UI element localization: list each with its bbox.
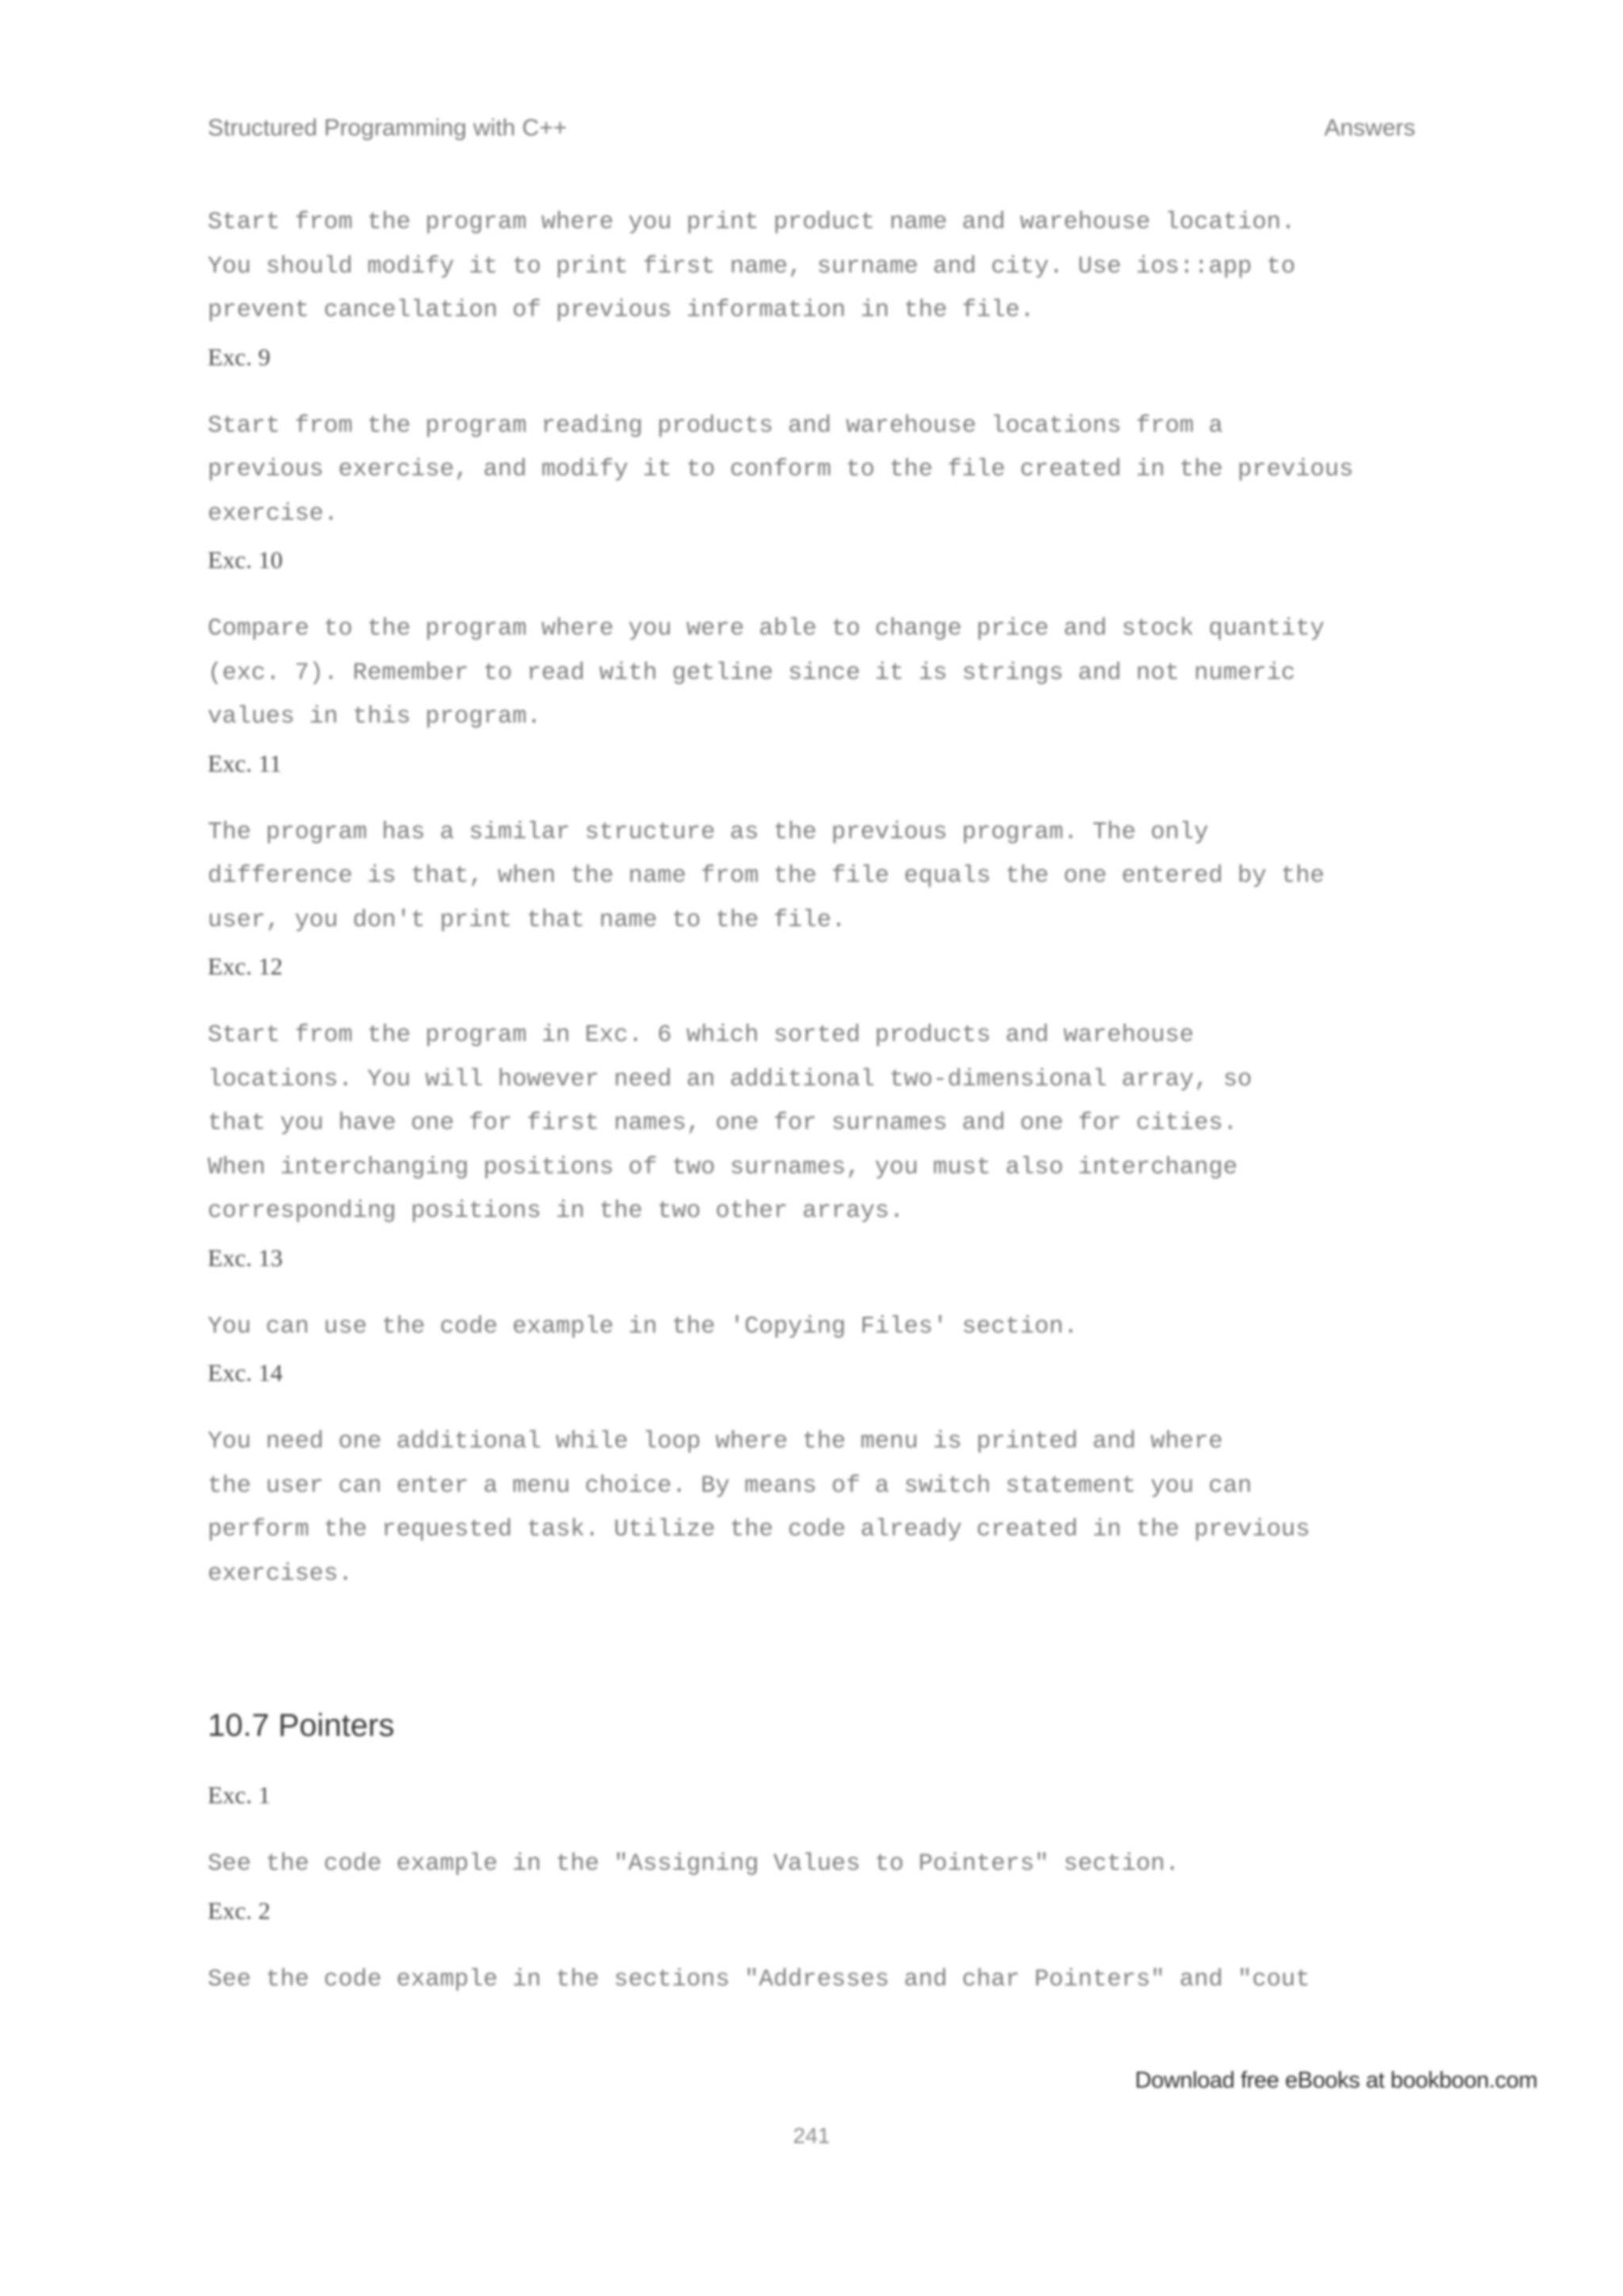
text-line: See the code example in the sections "Addresses and char Pointers" and "cout xyxy=(208,1966,1311,1993)
exercise-label: Exc. 13 xyxy=(208,1243,283,1272)
exercise-label: Exc. 12 xyxy=(208,952,283,980)
text-line: exercises. xyxy=(208,1560,353,1588)
text-line: You need one additional while loop where the menu is printed and where xyxy=(208,1428,1224,1455)
text-line: Start from the program in Exc. 6 which sorted products and warehouse xyxy=(208,1022,1194,1049)
text-line: You should modify it to print first name, surname and city. Use ios::app to xyxy=(208,253,1296,280)
exercise-label: Exc. 1 xyxy=(208,1781,271,1809)
exercise-label: Exc. 10 xyxy=(208,546,283,574)
answer-text xyxy=(208,1843,1539,1887)
text-line: corresponding positions in the two other arrays. xyxy=(208,1198,904,1225)
exercise-label: Exc. 2 xyxy=(208,1896,271,1924)
book-title: Structured Programming with C++ xyxy=(208,115,567,141)
exercise-label: Exc. 9 xyxy=(208,342,271,371)
text-line: You can use the code example in the 'Copying Files' section. xyxy=(208,1313,1079,1341)
text-line: (exc. 7). Remember to read with getline since it is strings and not numeric xyxy=(208,659,1296,687)
text-line: the user can enter a menu choice. By means of a switch statement you can xyxy=(208,1472,1252,1500)
download-ebooks-link[interactable]: Download free eBooks at bookboon.com xyxy=(1135,2068,1537,2093)
page-number: 241 xyxy=(792,2123,831,2148)
exercise-label: Exc. 14 xyxy=(208,1359,283,1386)
answer-text xyxy=(208,405,1539,537)
exercise-label: Exc. 11 xyxy=(208,749,282,777)
text-line: user, you don't print that name to the file. xyxy=(208,906,846,934)
answer-text xyxy=(208,1014,1539,1234)
answer-text xyxy=(208,608,1539,740)
text-line: difference is that, when the name from the file equals the one entered by the xyxy=(208,863,1325,890)
answer-text xyxy=(208,1421,1539,1596)
section-body xyxy=(208,1779,1539,2002)
chapter-title: Answers xyxy=(1323,115,1415,141)
text-line: When interchanging positions of two surnames, you must also interchange xyxy=(208,1154,1238,1181)
text-line: Start from the program where you print product name and warehouse location. xyxy=(208,209,1296,236)
text-line: previous exercise, and modify it to conform to the file created in the previous xyxy=(208,456,1354,483)
text-line: values in this program. xyxy=(208,704,541,730)
text-line: that you have one for first names, one for surnames and one for cities. xyxy=(208,1110,1238,1137)
answers-body xyxy=(208,201,1539,1596)
text-line: perform the requested task. Utilize the code already created in the previous xyxy=(208,1516,1311,1543)
text-line: The program has a similar structure as the previous program. The only xyxy=(208,818,1209,846)
text-line: See the code example in the "Assigning Values to Pointers" section. xyxy=(208,1851,1180,1878)
running-header xyxy=(208,111,1415,146)
answer-text xyxy=(208,1306,1539,1350)
answer-text xyxy=(208,811,1539,944)
text-line: Start from the program reading products and warehouse locations from a xyxy=(208,412,1224,440)
answer-text xyxy=(208,1958,1539,2003)
text-line: Compare to the program where you were able to change price and stock quantity xyxy=(208,616,1325,643)
text-line: exercise. xyxy=(208,500,338,528)
text-line: locations. You will however need an additional two-dimensional array, so xyxy=(208,1066,1252,1093)
answer-text xyxy=(208,201,1539,334)
text-line: prevent cancellation of previous information in the file. xyxy=(208,297,1035,324)
section-heading: 10.7 Pointers xyxy=(208,1708,395,1743)
